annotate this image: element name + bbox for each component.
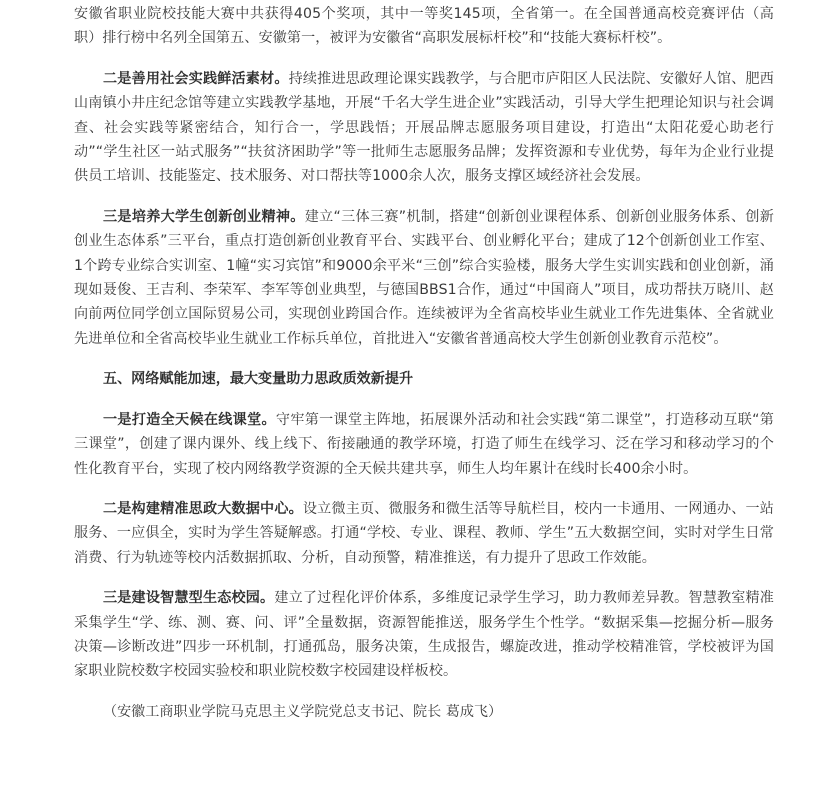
article-body [74, 0, 774, 724]
practice-material-paragraph [74, 67, 774, 189]
paragraph-body: 守牢第一课堂主阵地，拓展课外活动和社会实践“第二课堂”，打造移动互联“第三课堂”，创建了课内课外、线上线下、衔接融通的教学环境，打造了师生在线学习、泛在学习和移动学习的个性化教育平台，实现了校内网络教学资源的全天候共建共享，师生人均年累计在线时长400余小时。 [74, 411, 774, 477]
author-signature: （安徽工商职业学院马克思主义学院党总支书记、院长 葛成飞） [103, 703, 503, 720]
paragraph-body: 设立微主页、微服务和微生活等导航栏目，校内一卡通用、一网通办、一站服务、一应俱全，实时为学生答疑解惑。打通“学校、专业、课程、教师、学生”五大数据空间，实时对学生日常消费、行为轨迹等校内活数据抓取、分析，自动预警，精准推送，有力提升了思政工作效能。 [74, 500, 775, 566]
online-classroom-paragraph [74, 408, 774, 481]
paragraph-lead: 三是培养大学生创新创业精神。 [103, 208, 305, 225]
paragraph-lead: 一是打造全天候在线课堂。 [103, 411, 276, 428]
paragraph-body: 持续推进思政理论课实践教学，与合肥市庐阳区人民法院、安徽好人馆、肥西山南镇小井庄纪念馆等建立实践教学基地，开展“千名大学生进企业”实践活动，引导大学生把理论知识与社会调查、社会实践等紧密结合，知行合一，学思践悟；开展品牌志愿服务项目建设，打造出“太阳花爱心助老行动”“学生社区一站式服务”“扶贫济困助学”等一批师生志愿服务品牌；发挥资源和专业优势，每年为企业行业提供员工培训、技能鉴定、技术服务、对口帮扶等1000余人次，服务支撑区域经济社会发展。 [74, 70, 774, 185]
paragraph-lead: 二是善用社会实践鲜活素材。 [103, 70, 289, 87]
smart-campus-paragraph [74, 586, 774, 684]
innovation-paragraph [74, 205, 774, 351]
intro-tail-paragraph: 安徽省职业院校技能大赛中共获得405个奖项，其中一等奖145项，全省第一。在全国普通高校竞赛评估（高职）排行榜中名列全国第五、安徽第一，被评为安徽省“高职发展标杆校”和“技能大赛标杆校”。 [74, 6, 774, 47]
paragraph-body: 建立“三体三赛”机制，搭建“创新创业课程体系、创新创业服务体系、创新创业生态体系”三平台，重点打造创新创业教育平台、实践平台、创业孵化平台；建成了12个创新创业工作室、1个跨专业综合实训室、1幢“实习宾馆”和9000余平米“三创”综合实验楼，服务大学生实训实践和创业创新，涌现如聂俊、王吉利、李荣军、李军等创业典型，与德国BBS1合作，通过“中国商人”项目，成功帮扶万晓川、赵向前两位同学创立国际贸易公司，实现创业跨国合作。连续被评为全省高校毕业生就业工作先进集体、全省就业先进单位和全省高校毕业生就业工作标兵单位，首批进入“安徽省普通高校大学生创新创业教育示范校”。 [74, 208, 774, 347]
paragraph-lead: 二是构建精准思政大数据中心。 [103, 500, 303, 517]
big-data-paragraph [74, 497, 774, 570]
paragraph-lead: 三是建设智慧型生态校园。 [103, 590, 275, 607]
section-heading: 五、网络赋能加速，最大变量助力思政质效新提升 [103, 371, 414, 388]
paragraph-body: 建立了过程化评价体系，多维度记录学生学习，助力教师差异教。智慧教室精准采集学生“学、练、测、赛、问、评”全量数据，资源智能推送，服务学生个性学。“数据采集—挖掘分析—服务决策—诊断改进”四步一环机制，打通孤岛，服务决策，生成报告，螺旋改进，推动学校精准管，学校被评为国家职业院校数字校园实验校和职业院校数字校园建设样板校。 [74, 590, 774, 680]
